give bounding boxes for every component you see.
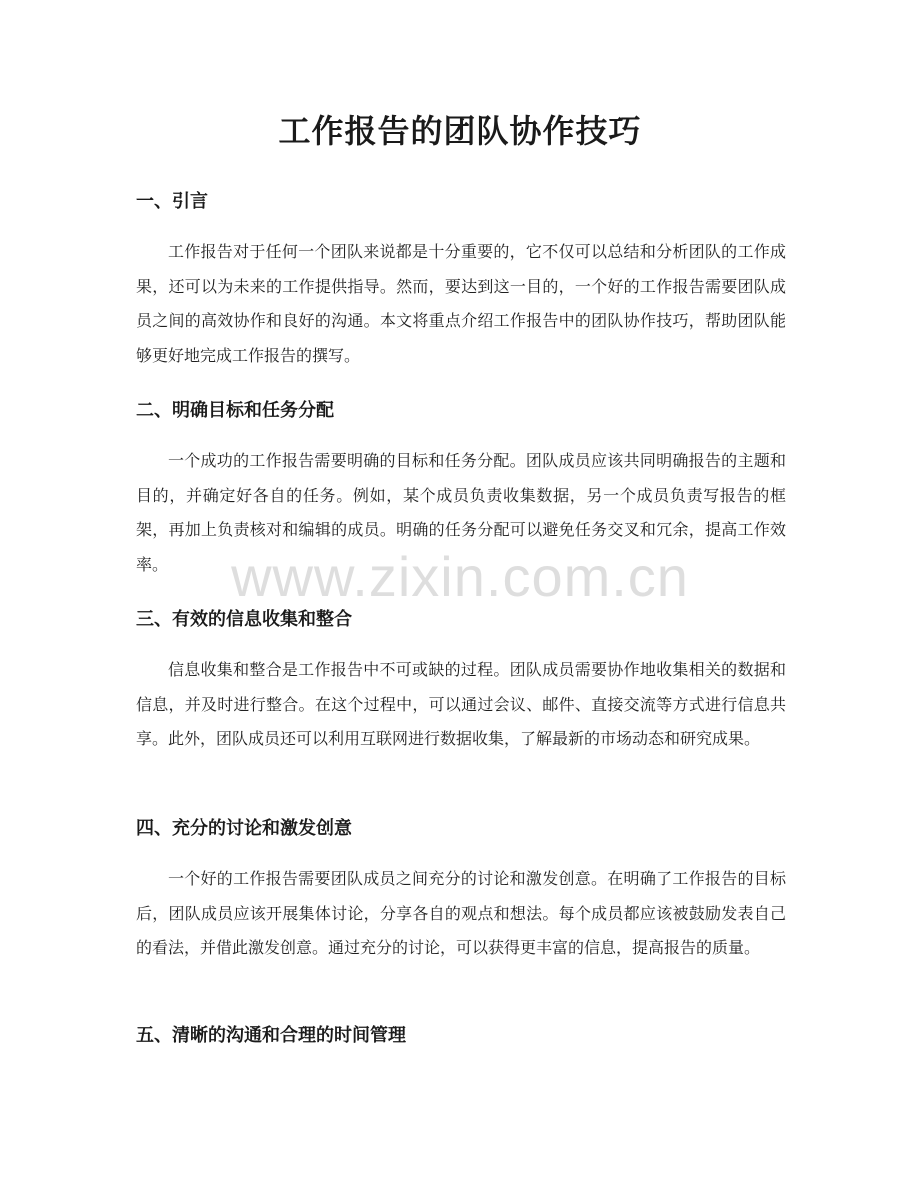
section-heading-intro: 一、引言: [136, 191, 208, 212]
section-body-discussion: 一个好的工作报告需要团队成员之间充分的讨论和激发创意。在明确了工作报告的目标后，团队成员应该开展集体讨论，分享各自的观点和想法。每个成员都应该被鼓励发表自己的看法，并借此激发创意。通过充分的讨论，可以获得更丰富的信息，提高报告的质量。: [136, 869, 786, 958]
section-body-goals: 一个成功的工作报告需要明确的目标和任务分配。团队成员应该共同明确报告的主题和目的，并确定好各自的任务。例如，某个成员负责收集数据，另一个成员负责写报告的框架，再加上负责核对和编辑的成员。明确的任务分配可以避免任务交叉和冗余，提高工作效率。: [136, 451, 786, 575]
section-heading-discussion: 四、充分的讨论和激发创意: [136, 818, 352, 839]
watermark-text: www.zixin.com.cn: [231, 545, 689, 608]
section-body-intro: 工作报告对于任何一个团队来说都是十分重要的，它不仅可以总结和分析团队的工作成果，还可以为未来的工作提供指导。然而，要达到这一目的，一个好的工作报告需要团队成员之间的高效协作和良好的沟通。本文将重点介绍工作报告中的团队协作技巧，帮助团队能够更好地完成工作报告的撰写。: [136, 242, 786, 366]
section-body-information: 信息收集和整合是工作报告中不可或缺的过程。团队成员需要协作地收集相关的数据和信息，并及时进行整合。在这个过程中，可以通过会议、邮件、直接交流等方式进行信息共享。此外，团队成员还可以利用互联网进行数据收集，了解最新的市场动态和研究成果。: [136, 660, 786, 749]
section-heading-goals: 二、明确目标和任务分配: [136, 400, 334, 421]
document-title: 工作报告的团队协作技巧: [278, 112, 642, 150]
section-heading-communication: 五、清晰的沟通和合理的时间管理: [136, 1025, 406, 1046]
section-heading-information: 三、有效的信息收集和整合: [136, 609, 352, 630]
